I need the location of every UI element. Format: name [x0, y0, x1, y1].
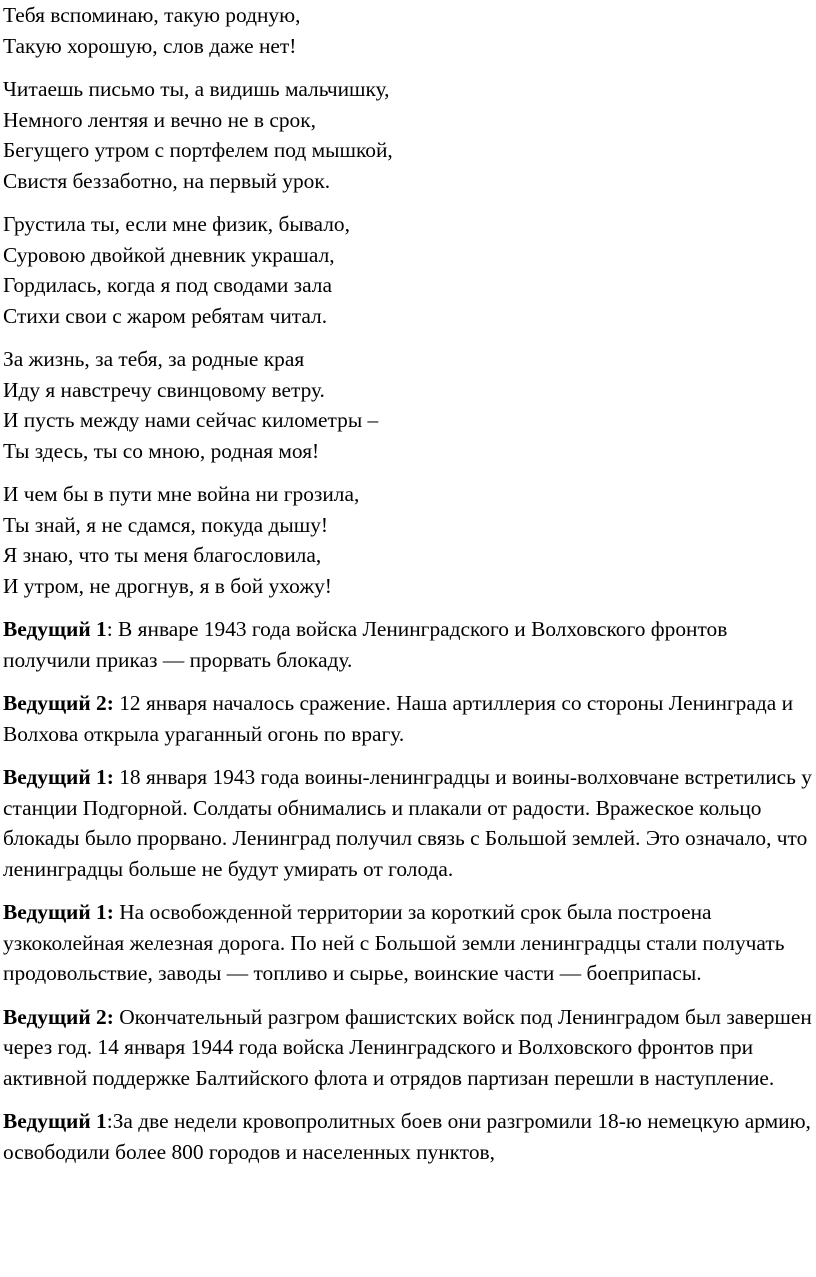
poem-line: Немного лентяя и вечно не в срок,	[3, 107, 316, 132]
poem-line: И утром, не дрогнув, я в бой ухожу!	[3, 573, 332, 598]
dialogue-paragraph	[3, 897, 813, 989]
poem-line: Иду я навстречу свинцовому ветру.	[3, 377, 325, 402]
poem-line: За жизнь, за тебя, за родные края	[3, 347, 305, 371]
dialogue-paragraph	[3, 1002, 813, 1094]
poem-line: Тебя вспоминаю, такую родную,	[3, 3, 301, 27]
dialogue	[3, 614, 813, 1167]
dialogue-paragraph	[3, 688, 813, 749]
speaker-label: Ведущий 1	[3, 1109, 107, 1133]
dialogue-text: 18 января 1943 года воины-ленинградцы и воины-волховчане встретились у станции Подгорной. Солдаты обнимались и плакали от радости. Вражеское кольцо блокады было прорвано. Ленинград получил связь с Большой землей. Это означало, что ленинградцы больше не будут умирать от голода.	[3, 765, 812, 881]
dialogue-paragraph	[3, 1106, 813, 1167]
poem-line: Такую хорошую, слов даже нет!	[3, 33, 297, 58]
poem-line: Суровою двойкой дневник украшал,	[3, 242, 335, 267]
poem-stanza	[3, 209, 813, 331]
poem-line: Ты знай, я не сдамся, покуда дышу!	[3, 512, 329, 537]
poem-line: Читаешь письмо ты, а видишь мальчишку,	[3, 77, 390, 101]
dialogue-text: 12 января началось сражение. Наша артиллерия со стороны Ленинграда и Волхова открыла ураганный огонь по врагу.	[3, 691, 794, 746]
speaker-label: Ведущий 1:	[3, 900, 114, 924]
speaker-label: Ведущий 1	[3, 617, 107, 641]
poem-line: Я знаю, что ты меня благословила,	[3, 543, 322, 567]
dialogue-paragraph	[3, 614, 813, 675]
poem-line: Ты здесь, ты со мною, родная моя!	[3, 438, 320, 463]
dialogue-text: На освобожденной территории за короткий срок была построена узкоколейная железная дорога. По ней с Большой земли ленинградцы стали получать продовольствие, заводы — топливо и сырье, воинские части — боеприпасы.	[3, 900, 785, 985]
poem-line: Гордилась, когда я под сводами зала	[3, 273, 332, 297]
document-page	[3, 0, 813, 1180]
speaker-label: Ведущий 2:	[3, 1004, 114, 1029]
speaker-label: Ведущий 2:	[3, 691, 114, 715]
poem	[3, 0, 813, 601]
speaker-label: Ведущий 1:	[3, 765, 114, 789]
poem-stanza	[3, 479, 813, 601]
dialogue-text: В январе 1943 года войска Ленинградского и Волховского фронтов получили приказ — прорвать блокаду.	[3, 617, 728, 672]
poem-line: И пусть между нами сейчас километры –	[3, 408, 379, 432]
poem-line: Грустила ты, если мне физик, бывало,	[3, 212, 350, 236]
speaker-separator: :	[106, 1109, 113, 1133]
speaker-separator: :	[106, 617, 119, 641]
poem-line: И чем бы в пути мне война ни грозила,	[3, 482, 360, 506]
poem-line: Свистя беззаботно, на первый урок.	[3, 168, 331, 193]
poem-stanza	[3, 74, 813, 196]
poem-line: Бегущего утром с портфелем под мышкой,	[3, 138, 393, 162]
poem-line: Стихи свои с жаром ребятам читал.	[3, 303, 328, 328]
poem-stanza	[3, 0, 813, 61]
poem-stanza	[3, 344, 813, 466]
dialogue-text: Окончательный разгром фашистских войск под Ленинградом был завершен через год. 14 января 1944 года войска Ленинградского и Волховского фронтов при активной поддержке Балтийского флота и отрядов партизан перешли в наступление.	[3, 1004, 812, 1090]
dialogue-text: За две недели кровопролитных боев они разгромили 18-ю немецкую армию, освободили более 800 городов и населенных пунктов,	[3, 1109, 811, 1164]
dialogue-paragraph	[3, 762, 813, 884]
